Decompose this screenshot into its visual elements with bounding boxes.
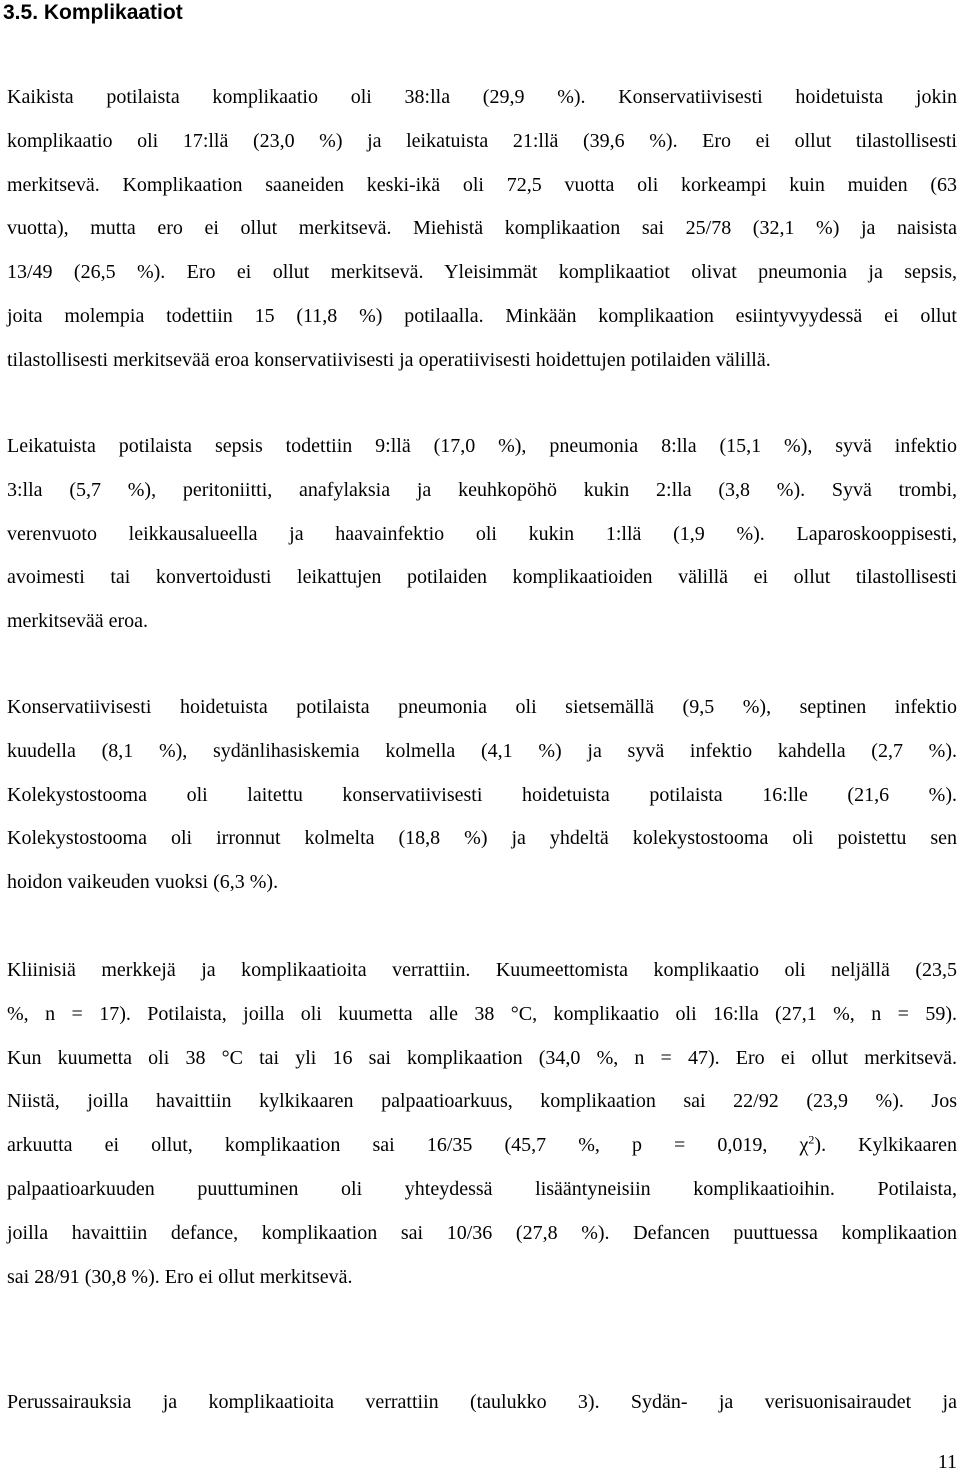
text-line: Perussairauksia ja komplikaatioita verrattiin (taulukko 3). Sydän- ja verisuonisairaudet ja bbox=[7, 1391, 957, 1413]
section-heading: 3.5. Komplikaatiot bbox=[3, 1, 183, 24]
text-line: merkitsevä. Komplikaation saaneiden keski-ikä oli 72,5 vuotta oli korkeampi kuin muiden (63 bbox=[7, 173, 957, 196]
text-line: Kolekystostooma oli laitettu konservatiivisesti hoidetuista potilaista 16:lle (21,6 %). bbox=[7, 783, 957, 806]
text-line-with-chi bbox=[7, 1124, 957, 1168]
paragraph-4 bbox=[7, 949, 957, 1299]
chi-line-text: arkuutta ei ollut, komplikaation sai 16/35 (45,7 %, p = 0,019, χ bbox=[7, 1134, 809, 1157]
text-line: sai 28/91 (30,8 %). Ero ei ollut merkitsevä. bbox=[7, 1265, 353, 1288]
paragraph-2 bbox=[7, 425, 957, 644]
chi-superscript: 2 bbox=[808, 1132, 815, 1147]
chi-line-tail: ). Kylkikaaren bbox=[814, 1134, 958, 1157]
text-line: komplikaatio oli 17:llä (23,0 %) ja leikatuista 21:llä (39,6 %). Ero ei ollut tilastollisesti bbox=[7, 129, 957, 152]
text-line: 13/49 (26,5 %). Ero ei ollut merkitsevä. Yleisimmät komplikaatiot olivat pneumonia ja sepsis, bbox=[7, 261, 957, 284]
text-line: kuudella (8,1 %), sydänlihasiskemia kolmella (4,1 %) ja syvä infektio kahdella (2,7 %). bbox=[7, 739, 957, 762]
text-line: palpaatioarkuuden puuttuminen oli yhteydessä lisääntyneisiin komplikaatioihin. Potilaista, bbox=[7, 1177, 957, 1200]
text-line: Konservatiivisesti hoidetuista potilaista pneumonia oli sietsemällä (9,5 %), septinen infektio bbox=[7, 696, 957, 718]
text-line: Kaikista potilaista komplikaatio oli 38:lla (29,9 %). Konservatiivisesti hoidetuista jokin bbox=[7, 86, 957, 108]
text-line: Kliinisiä merkkejä ja komplikaatioita verrattiin. Kuumeettomista komplikaatio oli neljällä (23,5 bbox=[7, 959, 957, 981]
paragraph-1 bbox=[7, 76, 957, 383]
text-line: Kun kuumetta oli 38 °C tai yli 16 sai komplikaation (34,0 %, n = 47). Ero ei ollut merkitsevä. bbox=[7, 1046, 957, 1069]
text-line: joita molempia todettiin 15 (11,8 %) potilaalla. Minkään komplikaation esiintyvyydessä ei ollut bbox=[7, 304, 957, 327]
page-number: 11 bbox=[937, 1451, 957, 1473]
text-line: avoimesti tai konvertoidusti leikattujen potilaiden komplikaatioiden välillä ei ollut tilastollisesti bbox=[7, 566, 957, 589]
text-line: Kolekystostooma oli irronnut kolmelta (18,8 %) ja yhdeltä kolekystostooma oli poistettu sen bbox=[7, 827, 957, 850]
text-line: Leikatuista potilaista sepsis todettiin 9:llä (17,0 %), pneumonia 8:lla (15,1 %), syvä infektio bbox=[7, 435, 957, 457]
text-line: tilastollisesti merkitsevää eroa konservatiivisesti ja operatiivisesti hoidettujen potilaiden välillä. bbox=[7, 348, 771, 371]
text-line: vuotta), mutta ero ei ollut merkitsevä. Miehistä komplikaation sai 25/78 (32,1 %) ja naisista bbox=[7, 217, 957, 240]
text-line: verenvuoto leikkausalueella ja haavainfektio oli kukin 1:llä (1,9 %). Laparoskooppisesti, bbox=[7, 522, 957, 545]
text-line: hoidon vaikeuden vuoksi (6,3 %). bbox=[7, 871, 279, 894]
text-line: merkitsevää eroa. bbox=[7, 610, 149, 633]
text-line: 3:lla (5,7 %), peritoniitti, anafylaksia ja keuhkopöhö kukin 2:lla (3,8 %). Syvä trombi, bbox=[7, 478, 957, 501]
paragraph-5 bbox=[7, 1381, 957, 1425]
text-line: joilla havaittiin defance, komplikaation sai 10/36 (27,8 %). Defancen puuttuessa komplikaation bbox=[7, 1221, 957, 1244]
text-line: %, n = 17). Potilaista, joilla oli kuumetta alle 38 °C, komplikaatio oli 16:lla (27,1 %, n = 59). bbox=[7, 1002, 957, 1025]
text-line: Niistä, joilla havaittiin kylkikaaren palpaatioarkuus, komplikaation sai 22/92 (23,9 %). Jos bbox=[7, 1090, 957, 1113]
paragraph-3 bbox=[7, 686, 957, 905]
